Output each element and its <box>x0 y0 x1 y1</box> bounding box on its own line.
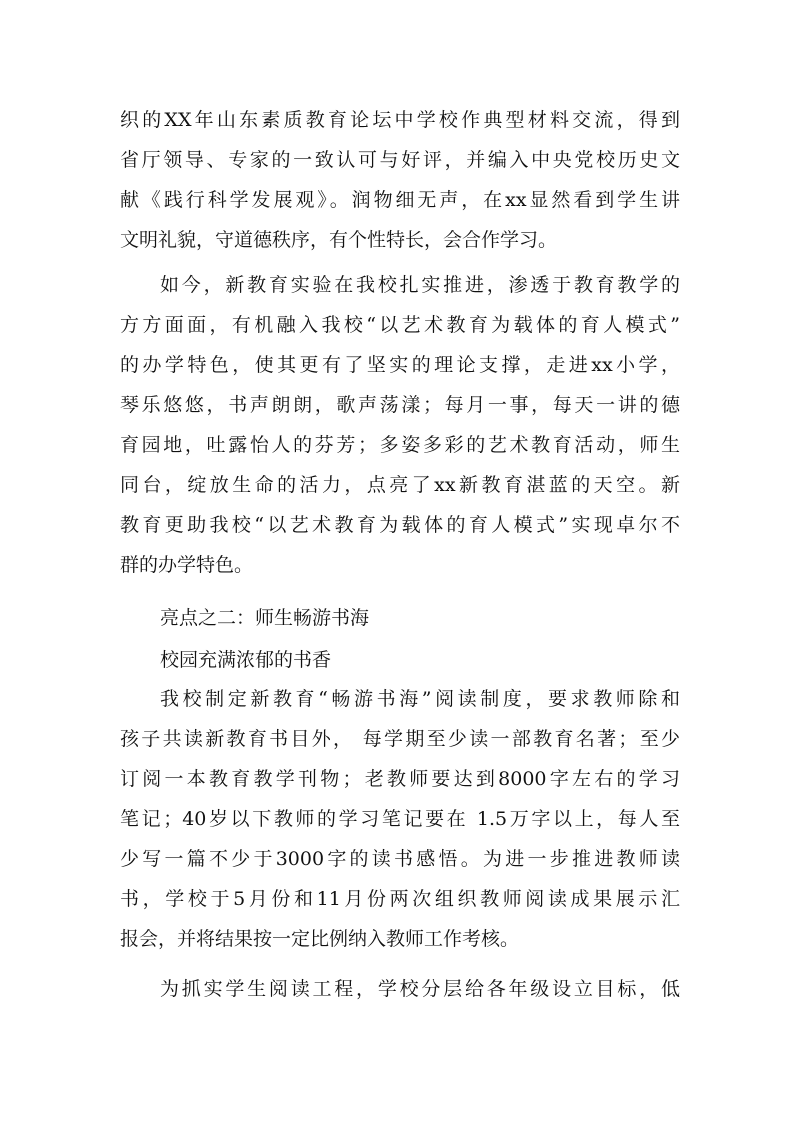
text-line: 省厅领导、专家的一致认可与好评，并编入中央党校历史文 <box>120 149 680 171</box>
section-subheading <box>120 640 680 680</box>
text-line: 教育更助我校“以艺术教育为载体的育人模式”实现卓尔不 <box>120 514 680 536</box>
paragraph-1 <box>120 100 680 260</box>
text-line: 如今，新教育实验在我校扎实推进，渗透于教育教学的 <box>160 274 680 296</box>
text-line: 织的XX年山东素质教育论坛中学校作典型材料交流，得到 <box>120 109 680 131</box>
text-line: 献《践行科学发展观》。润物细无声，在xx显然看到学生讲 <box>120 189 680 211</box>
text-line: 报会，并将结果按一定比例纳入教师工作考核。 <box>120 928 520 950</box>
paragraph-2 <box>120 265 680 585</box>
paragraph-4 <box>120 969 680 1009</box>
text-line: 我校制定新教育“畅游书海”阅读制度，要求教师除和 <box>160 688 680 710</box>
subheading-line: 校园充满浓郁的书香 <box>160 649 332 671</box>
heading-line: 亮点之二：师生畅游书海 <box>160 607 370 629</box>
text-line: 方方面面，有机融入我校“以艺术教育为载体的育人模式” <box>120 314 680 336</box>
text-line: 少写一篇不少于3000字的读书感悟。为进一步推进教师读 <box>120 848 680 870</box>
text-line: 同台，绽放生命的活力，点亮了xx新教育湛蓝的天空。新 <box>120 474 680 496</box>
text-line: 琴乐悠悠，书声朗朗，歌声荡漾；每月一事，每天一讲的德 <box>120 394 680 416</box>
text-line: 笔记；40岁以下教师的学习笔记要在 1.5万字以上，每人至 <box>120 808 680 830</box>
text-line: 育园地，吐露怡人的芬芳；多姿多彩的艺术教育活动，师生 <box>120 434 680 456</box>
text-line: 为抓实学生阅读工程，学校分层给各年级设立目标，低 <box>160 978 680 1000</box>
text-line: 群的办学特色。 <box>120 554 254 576</box>
text-line: 文明礼貌，守道德秩序，有个性特长，会合作学习。 <box>120 229 558 251</box>
text-line: 订阅一本教育教学刊物；老教师要达到8000字左右的学习 <box>120 768 680 790</box>
text-line: 孩子共读新教育书目外， 每学期至少读一部教育名著；至少 <box>120 728 680 750</box>
paragraph-3 <box>120 679 680 959</box>
section-heading <box>120 598 680 638</box>
text-line: 书，学校于5月份和11月份两次组织教师阅读成果展示汇 <box>120 888 680 910</box>
text-line: 的办学特色，使其更有了坚实的理论支撑，走进xx小学， <box>120 354 680 376</box>
